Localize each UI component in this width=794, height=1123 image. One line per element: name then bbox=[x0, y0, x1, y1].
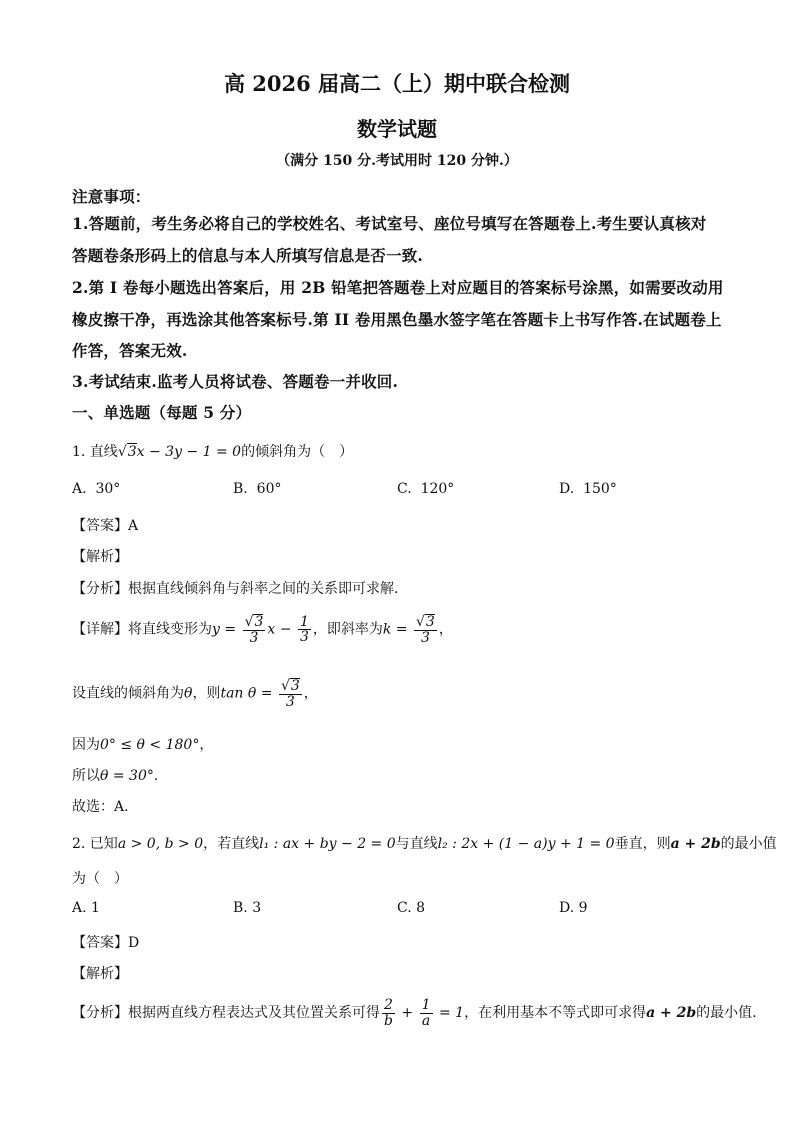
q2-option-c: C. 8 bbox=[397, 900, 426, 916]
q1-choose: 故选：A. bbox=[72, 799, 129, 815]
q1-fenxi: 【分析】根据直线倾斜角与斜率之间的关系即可求解. bbox=[72, 581, 399, 597]
q2-analysis-label: 【解析】 bbox=[72, 966, 128, 982]
q2-fenxi: 【分析】根据两直线方程表达式及其位置关系可得 $\frac{2}{b}$ + $\frac{1}{a}$ = 1，在利用基本不等式即可求得a + 2b的最小值. bbox=[72, 997, 757, 1029]
q2-stem-line2: 为（ ） bbox=[72, 871, 128, 887]
exam-title: 高 2026 届高二（上）期中联合检测 bbox=[223, 71, 571, 96]
notice-item2-line2: 橡皮擦干净，再选涂其他答案标号.第 II 卷用黑色墨水签字笔在答题卡上书写作答.在试题卷上 bbox=[72, 310, 722, 329]
q1-line-c: 所以θ = 30°. bbox=[72, 768, 159, 784]
q1-detail: 【详解】将直线变形为y = $\frac{√3}{3}$ x − $\frac{1}{3}$ ，即斜率为k = $\frac{√3}{3}$ ， bbox=[72, 613, 453, 646]
section-heading: 一、单选题（每题 5 分） bbox=[72, 403, 252, 422]
notice-item1-line1: 1.答题前，考生务必将自己的学校姓名、考试室号、座位号填写在答题卷上.考生要认真核对 bbox=[72, 214, 707, 233]
q1-line-a: 设直线的倾斜角为θ，则tan θ = $\frac{√3}{3}$ ， bbox=[72, 678, 318, 710]
q1-option-d: D. 150° bbox=[559, 481, 617, 497]
notice-item1-line2: 答题卷条形码上的信息与本人所填写信息是否一致. bbox=[72, 246, 423, 265]
q1-option-c: C. 120° bbox=[397, 481, 455, 497]
q2-option-d: D. 9 bbox=[559, 900, 588, 916]
q2-option-a: A. 1 bbox=[72, 900, 100, 916]
q1-option-b: B. 60° bbox=[233, 481, 282, 497]
notice-item2-line1: 2.第 I 卷每小题选出答案后，用 2B 铅笔把答题卷上对应题目的答案标号涂黑，如需要改动用 bbox=[72, 278, 724, 297]
notice-item2-line3: 作答，答案无效. bbox=[72, 341, 188, 360]
q2-option-b: B. 3 bbox=[233, 900, 262, 916]
notice-item3: 3.考试结束.监考人员将试卷、答题卷一并收回. bbox=[72, 372, 399, 391]
q1-answer: 【答案】A bbox=[72, 518, 139, 534]
q1-analysis-label: 【解析】 bbox=[72, 549, 128, 565]
exam-info: （满分 150 分.考试用时 120 分钟.） bbox=[276, 153, 518, 169]
q2-stem: 2. 已知a > 0, b > 0，若直线l₁ : ax + by − 2 = 0与直线l₂ : 2x + (1 − a)y + 1 = 0垂直，则a + 2b的最小值 bbox=[72, 836, 777, 852]
notice-heading: 注意事项： bbox=[72, 187, 151, 206]
q1-line-b: 因为0° ≤ θ < 180°， bbox=[72, 737, 214, 753]
q2-answer: 【答案】D bbox=[72, 935, 140, 951]
q1-stem: 1. 直线√3x − 3y − 1 = 0的倾斜角为（ ） bbox=[72, 444, 354, 460]
subject-title: 数学试题 bbox=[357, 117, 437, 141]
q1-option-a: A. 30° bbox=[72, 481, 121, 497]
